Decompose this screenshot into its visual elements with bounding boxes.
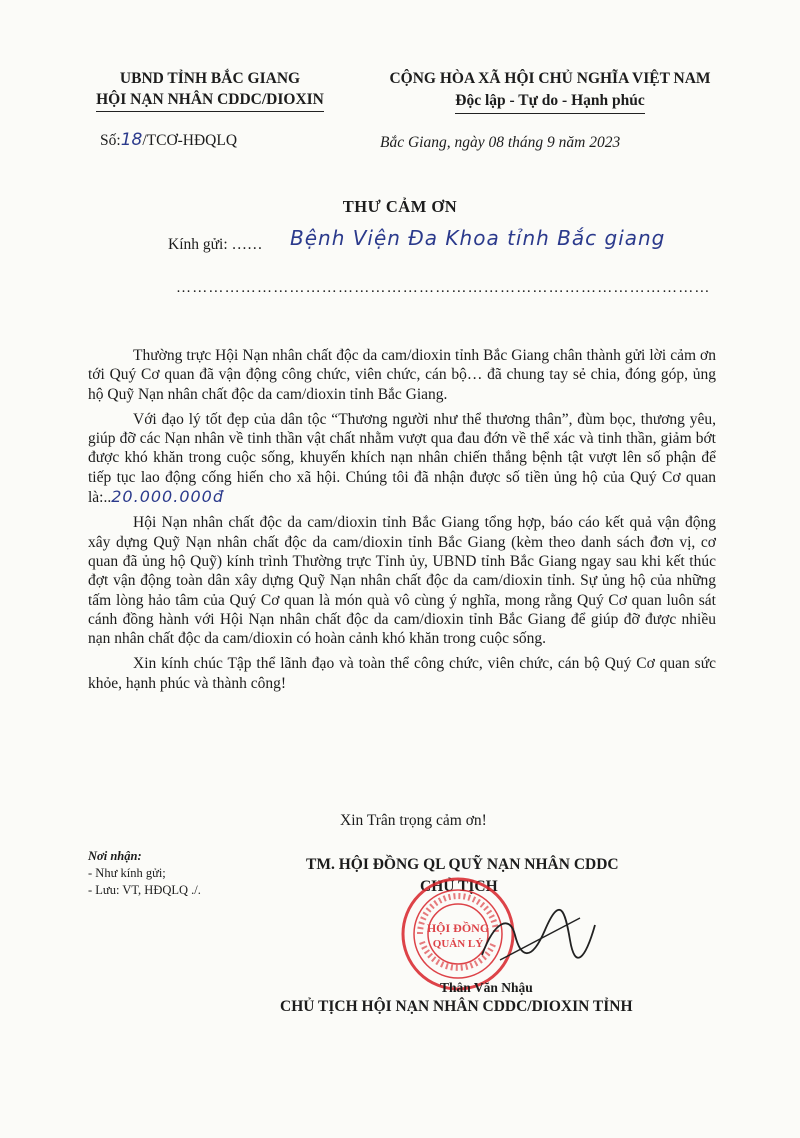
paragraph-3: Hội Nạn nhân chất độc da cam/dioxin tỉnh Bắc Giang tổng hợp, báo cáo kết quả vận động xây dựng Quỹ Nạn nhân chất độc da cam/dioxin tỉnh Bắc Giang (kèm theo danh sách đơn vị, cơ quan đã ủng hộ Quỹ) kính trình Thường trực Tỉnh ủy, UBND tỉnh Bắc Giang ngay sau khi kết thúc đợt vận động toàn dân xây dựng Quỹ Nạn nhân chất độc da cam/dioxin tỉnh. Sự ủng hộ của những tấm lòng hảo tâm của Quý Cơ quan là món quà vô cùng ý nghĩa, mong rằng Quý Cơ quan luôn sát cánh đồng hành với Hội Nạn nhân chất độc da cam/dioxin tỉnh Bắc Giang để giúp đỡ được nhiều nạn nhân chất độc da cam/dioxin có hoàn cảnh khó khăn trong cuộc sống. — [88, 514, 716, 648]
recipients-label: Nơi nhận: — [88, 849, 142, 863]
place-date: Bắc Giang, ngày 08 tháng 9 năm 2023 — [380, 134, 621, 151]
handwritten-number: 18 — [120, 130, 143, 150]
signature-title-line1: TM. HỘI ĐỒNG QL QUỸ NẠN NHÂN CDDC — [306, 856, 619, 873]
recipient-dotline: ……………………………………………………………………………………… — [176, 280, 711, 296]
paragraph-4: Xin kính chúc Tập thể lãnh đạo và toàn thể công chức, viên chức, cán bộ Quý Cơ quan sức khỏe, hạnh phúc và thành công! — [88, 655, 716, 692]
country-name: CỘNG HÒA XÃ HỘI CHỦ NGHĨA VIỆT NAM — [389, 70, 711, 87]
org-header — [60, 68, 360, 112]
document-title: THƯ CẢM ƠN — [342, 197, 458, 216]
stamp-text-line2: QUẢN LÝ — [432, 938, 484, 950]
org-line1: UBND TỈNH BẮC GIANG — [119, 70, 301, 87]
recipient-item: - Như kính gửi; — [88, 866, 166, 880]
org-line2: HỘI NẠN NHÂN CDDC/DIOXIN — [96, 89, 324, 112]
stamp-text-line1: HỘI ĐỒNG — [426, 921, 490, 935]
recipient-item: - Lưu: VT, HĐQLQ ./. — [88, 883, 201, 897]
paragraph-1: Thường trực Hội Nạn nhân chất độc da cam/dioxin tỉnh Bắc Giang chân thành gửi lời cảm ơn tới Quý Cơ quan đã vận động công chức, viên chức, cán bộ… đã chung tay sẻ chia, đóng góp, ủng hộ Quỹ Nạn nhân chất độc da cam/dioxin tỉnh Bắc Giang. — [88, 347, 716, 403]
letter-body — [88, 346, 716, 699]
national-motto: Độc lập - Tự do - Hạnh phúc — [455, 90, 644, 114]
document-number: Số:18/TCƠ-HĐQLQ — [100, 130, 238, 150]
handwritten-signature — [470, 900, 600, 980]
recipient-label: Kính gửi: …… — [168, 236, 263, 253]
closing-thanks: Xin Trân trọng cảm ơn! — [340, 812, 487, 829]
signature-title-line3: CHỦ TỊCH HỘI NẠN NHÂN CDDC/DIOXIN TỈNH — [280, 998, 633, 1015]
donation-amount: 20.000.000đ — [111, 487, 225, 507]
recipient-handwritten: Bệnh Viện Đa Khoa tỉnh Bắc giang — [290, 226, 666, 250]
signature-title-line2: CHỦ TỊCH — [420, 878, 498, 895]
national-header — [350, 68, 750, 114]
recipients-list — [88, 848, 201, 899]
paragraph-2: Với đạo lý tốt đẹp của dân tộc “Thương người như thể thương thân”, đùm bọc, thương yêu, giúp đỡ các Nạn nhân về tinh thần vật chất nhằm vượt qua đau đớn về thể xác và tinh thần, giảm bớt được khó khăn trong cuộc sống, khuyến khích nạn nhân chiến thắng bệnh tật vượt lên số phận để tiếp tục lao động cống hiến cho xã hội. Chúng tôi đã nhận được số tiền ủng hộ của Quý Cơ quan là:..20.000.000đ — [88, 410, 716, 507]
signer-name: Thân Văn Nhậu — [440, 980, 533, 995]
